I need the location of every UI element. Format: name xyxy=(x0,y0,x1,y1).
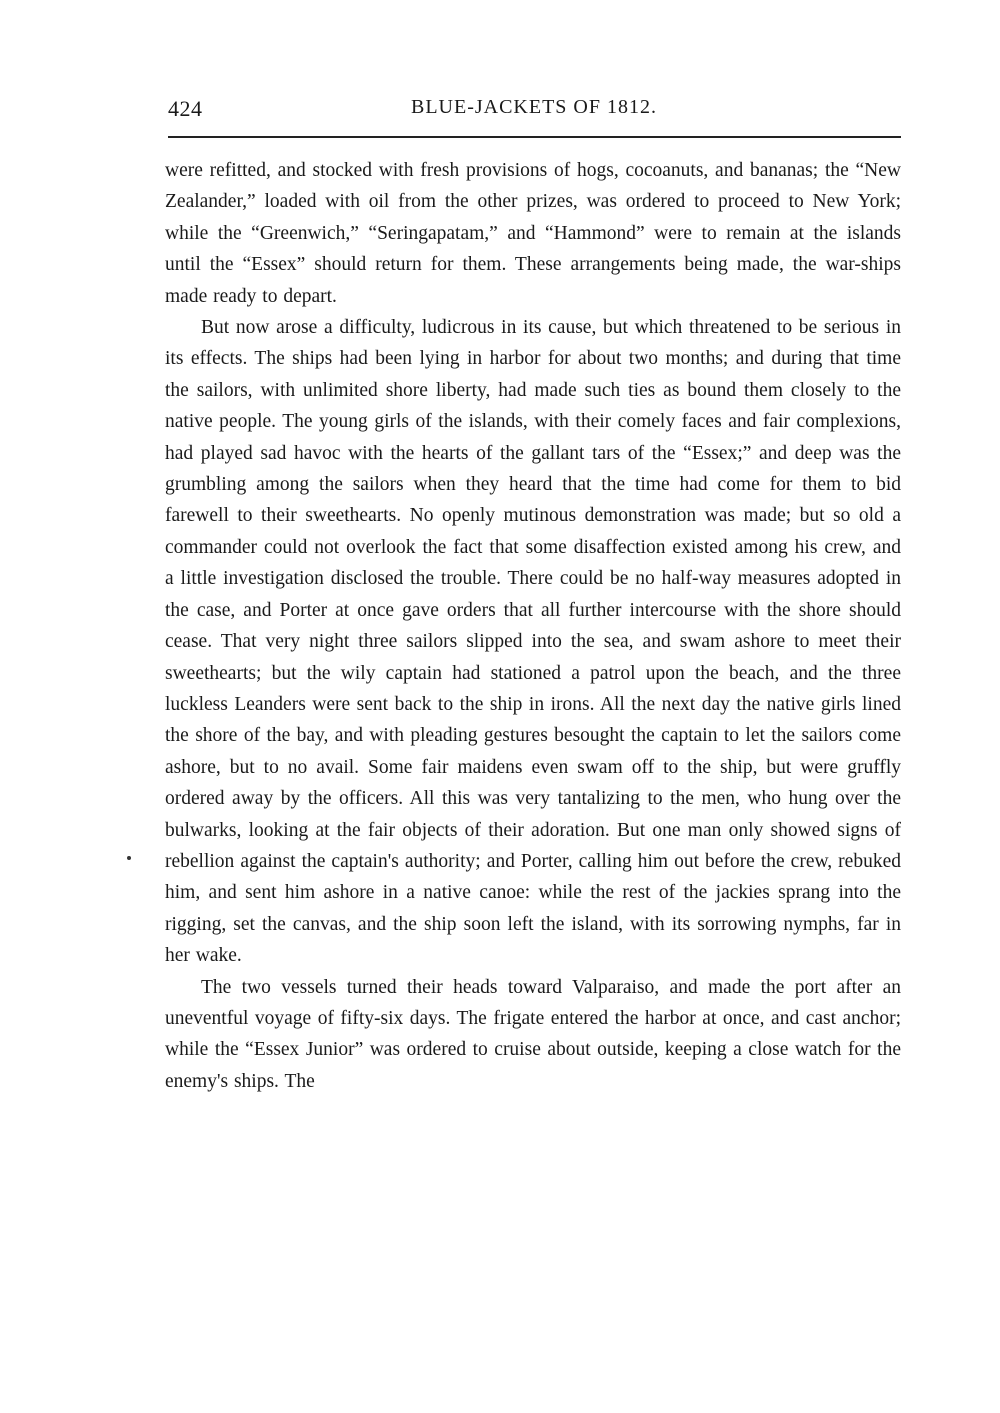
body-text xyxy=(165,155,901,1097)
running-title: BLUE-JACKETS OF 1812. xyxy=(410,96,657,118)
paragraph-1: were refitted, and stocked with fresh provisions of hogs, cocoanuts, and bananas; the “New Zealander,” loaded with oil from the other prizes, was ordered to proceed to New York; while the “Greenwich,” “Seringapatam,” and “Hammond” were to remain at the islands until the “Essex” should return for them. These arrangements being made, the war-ships made ready to depart. xyxy=(165,160,901,307)
paragraph-2: But now arose a difficulty, ludicrous in its cause, but which threatened to be serious in its effects. The ships had been lying in harbor for about two months; and during that time the sailors, with unlimited shore liberty, had made such ties as bound them closely to the native people. The young girls of the islands, with their comely faces and fair complexions, had played sad havoc with the hearts of the gallant tars of the “Essex;” and deep was the grumbling among the sailors when they heard that the time had come for them to bid farewell to their sweethearts. No openly mutinous demonstration was made; but so old a commander could not overlook the fact that some disaffection existed among his crew, and a little investigation disclosed the trouble. There could be no half-way measures adopted in the case, and Porter at once gave orders that all further intercourse with the shore should cease. That very night three sailors slipped into the sea, and swam ashore to meet their sweethearts; but the wily captain had stationed a patrol upon the beach, and the three luckless Leanders were sent back to the ship in irons. All the next day the native girls lined the shore of the bay, and with pleading gestures besought the captain to let the sailors come ashore, but to no avail. Some fair maidens even swam off to the ship, but were gruffly ordered away by the officers. All this was very tantalizing to the men, who hung over the bulwarks, looking at the fair objects of their adoration. But one man only showed signs of rebellion against the captain's authority; and Porter, calling him out before the crew, rebuked him, and sent him ashore in a native canoe: while the rest of the jackies sprang into the rigging, set the canvas, and the ship soon left the island, with its sorrowing nymphs, far in her wake. xyxy=(165,317,901,967)
page-number: 424 xyxy=(168,96,203,121)
header-rule xyxy=(168,136,901,138)
page-header xyxy=(168,96,900,132)
paragraph-3: The two vessels turned their heads toward Valparaiso, and made the port after an uneventful voyage of fifty-six days. The frigate entered the harbor at once, and cast anchor; while the “Essex Junior” was ordered to cruise about outside, keeping a close watch for the enemy's ships. The xyxy=(165,976,901,1092)
margin-speck xyxy=(127,856,131,860)
